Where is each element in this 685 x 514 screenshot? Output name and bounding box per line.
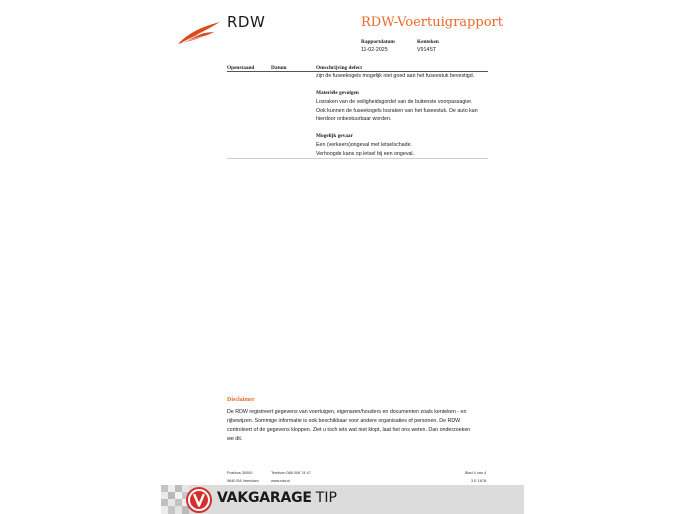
report-title: RDW-Voertuigrapport [361, 15, 503, 30]
disclaimer-line: we dit. [227, 436, 243, 442]
section-line: hierdoor onbestuurbaar worden. [316, 116, 392, 122]
vakgarage-v-icon [186, 487, 212, 513]
footer-website: www.rdw.nl [271, 479, 290, 483]
column-header-openstaand: Openstaand [227, 65, 255, 71]
report-date-value: 11-02-2025 [361, 47, 388, 53]
disclaimer-line: rijbewijzen. Sommige informatie is ook beschikbaar voor andere organisaties of personen. De RDW [227, 418, 461, 424]
banner-suffix: TIP [315, 490, 337, 506]
section-heading-materiele-gevolgen: Materiële gevolgen [316, 90, 359, 96]
column-header-omschrijving: Omschrijving defect [316, 65, 363, 71]
banner-brand: VAKGARAGE [217, 490, 312, 506]
footer-postcode: 9640 RA Veendam [227, 479, 259, 483]
report-date-label: Rapportdatum [361, 39, 395, 45]
section-line: Ook kunnen de fuseekogels losraken van het fuseestuk. De auto kan [316, 107, 478, 114]
disclaimer-line: De RDW registreert gegevens van voertuigen, eigenaren/houders en documenten zoals kenteken - en [227, 409, 467, 415]
footer-postbus: Postbus 30000 [227, 471, 253, 475]
footer-page-number: Blad 4 van 4 [465, 471, 487, 475]
plate-value: V914ST [417, 47, 437, 53]
table-end-rule [227, 158, 488, 159]
plate-label: Kenteken [417, 39, 439, 45]
disclaimer-body [227, 408, 489, 444]
rdw-logo-icon [176, 20, 222, 46]
tile-pattern-icon [161, 485, 189, 514]
footer-code: 3 E 1678 [471, 479, 487, 483]
disclaimer-line: controleert of de gegevens kloppen. Ziet u toch iets wat niet klopt, laat het ons weten. Dan onderzoeken [227, 427, 471, 433]
defect-continued-line: zijn de fuseekogels mogelijk niet goed aan het fuseestuk bevestigd. [316, 73, 475, 79]
section-line: Losraken van de veiligheidsgordel van de buitenste voorpassagier. [316, 99, 473, 105]
section-line: Een (verkeers)ongeval met letselschade. [316, 142, 412, 148]
footer-phone: Telefoon 088 008 74 47 [271, 471, 311, 475]
banner-label [217, 490, 337, 506]
section-heading-mogelijk-gevaar: Mogelijk gevaar [316, 133, 353, 139]
section-line: Verhoogde kans op letsel bij een ongeval. [316, 150, 415, 157]
logo-text: RDW [227, 13, 266, 31]
vakgarage-banner [161, 485, 524, 514]
disclaimer-heading: Disclaimer [227, 397, 255, 403]
column-header-datum: Datum [271, 65, 287, 71]
